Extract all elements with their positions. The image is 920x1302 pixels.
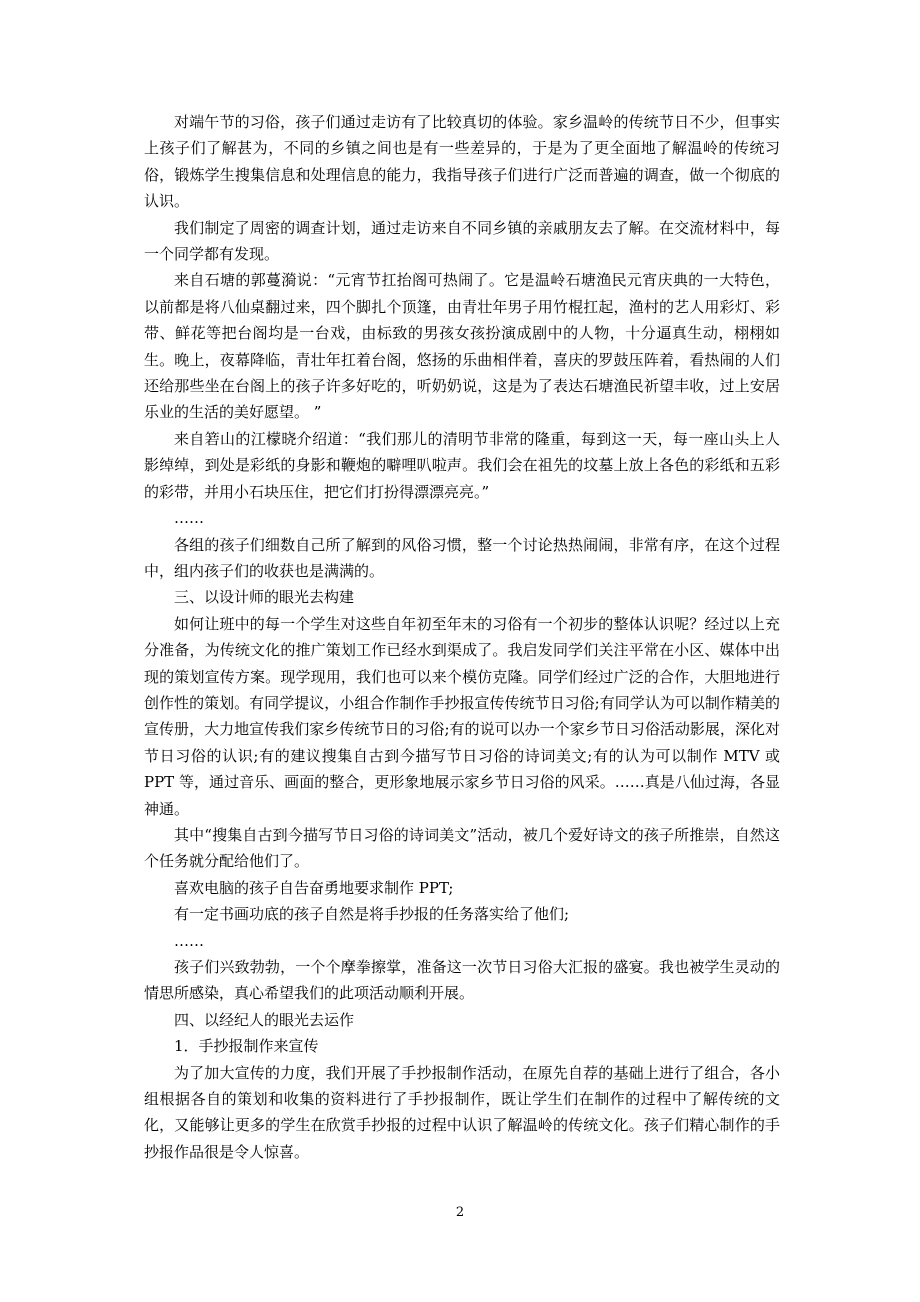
page-number: 2	[455, 1205, 465, 1220]
ellipsis-line: ……	[174, 509, 204, 528]
paragraph-duanwu-intro: 对端午节的习俗，孩子们通过走访有了比较真切的体验。家乡温岭的传统节日不少，但事实上孩子们了解甚为，不同的乡镇之间也是有一些差异的，于是为了更全面地了解温岭的传统习俗，锻炼学生搜集信息和处理信息的能力，我指导孩子们进行广泛而普遍的调查，做一个彻底的认识。	[144, 113, 780, 211]
document-body	[144, 109, 780, 1165]
paragraph-poetry-task: 其中“搜集自古到今描写节日习俗的诗词美文”活动，被几个爱好诗文的孩子所推崇，自然这个任务就分配给他们了。	[144, 825, 780, 871]
subheading-handout: 1．手抄报制作来宣传	[174, 1037, 319, 1056]
section-heading-designer: 三、以设计师的眼光去构建	[174, 588, 355, 607]
paragraph-shitang-quote: 来自石塘的郭蔓漪说：“元宵节扛抬阁可热闹了。它是温岭石塘渔民元宵庆典的一大特色，以前都是将八仙桌翻过来，四个脚扎个顶篷，由青壮年男子用竹棍扛起，渔村的艺人用彩灯、彩带、鲜花等把台阁均是一台戏，由标致的男孩女孩扮演成剧中的人物，十分逼真生动，栩栩如生。晚上，夜幕降临，青壮年扛着台阁，悠扬的乐曲相伴着，喜庆的罗鼓压阵着，看热闹的人们还给那些坐在台阁上的孩子许多好吃的，听奶奶说，这是为了表达石塘渔民祈望丰收，过上安居乐业的生活的美好愿望。 ”	[144, 271, 780, 422]
paragraph-handout-task: 有一定书画功底的孩子自然是将手抄报的任务落实给了他们;	[174, 905, 570, 924]
paragraph-ppt-task: 喜欢电脑的孩子自告奋勇地要求制作 PPT;	[174, 878, 454, 897]
paragraph-ruoshan-quote: 来自箬山的江檬晓介绍道：“我们那儿的清明节非常的隆重，每到这一天，每一座山头上人影绰绰，到处是彩纸的身影和鞭炮的噼哩叭啦声。我们会在祖先的坟墓上放上各色的彩纸和五彩的彩带，并用小石块压住，把它们打扮得漂漂亮亮。”	[144, 429, 780, 501]
paragraph-enthusiasm: 孩子们兴致勃勃，一个个摩拳擦掌，准备这一次节日习俗大汇报的盛宴。我也被学生灵动的情思所感染，真心希望我们的此项活动顺利开展。	[144, 958, 780, 1003]
paragraph-planning: 如何让班中的每一个学生对这些自年初至年末的习俗有一个初步的整体认识呢？经过以上充分准备，为传统文化的推广策划工作已经水到渠成了。我启发同学们关注平常在小区、媒体中出现的策划宣传方案。现学现用，我们也可以来个模仿克隆。同学们经过广泛的合作，大胆地进行创作性的策划。有同学提议，小组合作制作手抄报宣传传统节日习俗;有同学认为可以制作精美的宣传册，大力地宣传我们家乡传统节日的习俗;有的说可以办一个家乡节日习俗活动影展，深化对节日习俗的认识;有的建议搜集自古到今描写节日习俗的诗词美文;有的认为可以制作 MTV 或 PPT 等，通过音乐、画面的整合，更形象地展示家乡节日习俗的风采。……真是八仙过海，各显神通。	[144, 614, 780, 818]
paragraph-survey-plan: 我们制定了周密的调查计划，通过走访来自不同乡镇的亲戚朋友去了解。在交流材料中，每一个同学都有发现。	[144, 218, 780, 264]
paragraph-handout-activity: 为了加大宣传的力度，我们开展了手抄报制作活动，在原先自荐的基础上进行了组合，各小组根据各自的策划和收集的资料进行了手抄报制作，既让学生们在制作的过程中了解传统的文化，又能够让更多的学生在欣赏手抄报的过程中认识了解温岭的传统文化。孩子们精心制作的手抄报作品很是令人惊喜。	[144, 1063, 780, 1161]
paragraph-group-discussion: 各组的孩子们细数自己所了解到的风俗习惯，整一个讨论热热闹闹，非常有序，在这个过程中，组内孩子们的收获也是满满的。	[144, 535, 780, 580]
section-heading-agent: 四、以经纪人的眼光去运作	[174, 1010, 355, 1029]
ellipsis-line: ……	[174, 931, 204, 950]
